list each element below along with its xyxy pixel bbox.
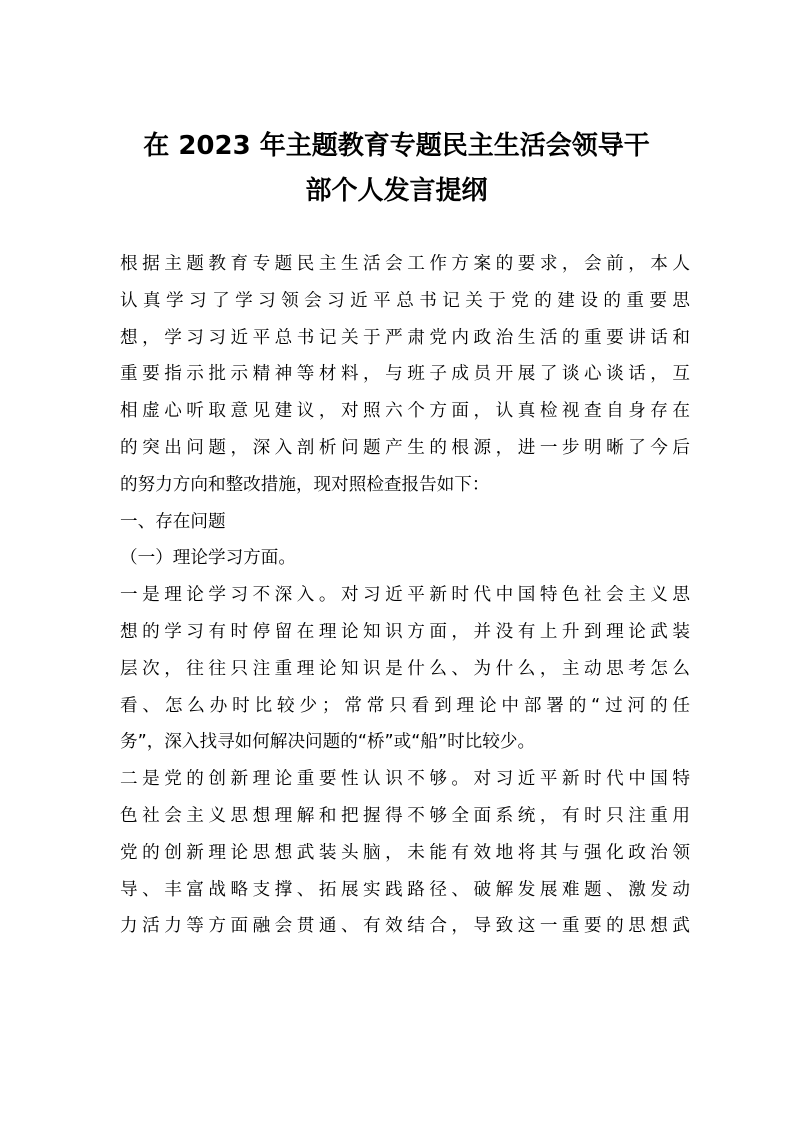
body-line: 党的创新理论思想武装头脑，未能有效地将其与强化政治领 bbox=[120, 842, 690, 863]
body-line: 想的学习有时停留在理论知识方面，并没有上升到理论武装 bbox=[120, 621, 690, 642]
body-line: 根据主题教育专题民主生活会工作方案的要求，会前，本人 bbox=[120, 254, 690, 274]
body-line: 想，学习习近平总书记关于严肃党内政治生活的重要讲话和 bbox=[120, 327, 690, 348]
body-line: 色社会主义思想理解和把握得不够全面系统，有时只注重用 bbox=[120, 805, 690, 826]
subsection-heading: （一）理论学习方面。 bbox=[120, 548, 296, 569]
body-line: 力活力等方面融会贯通、有效结合，导致这一重要的思想武 bbox=[120, 916, 690, 937]
document-title-line-1: 在 2023 年主题教育专题民主生活会领导干 bbox=[143, 131, 650, 161]
body-line: 导、丰富战略支撑、拓展实践路径、破解发展难题、激发动 bbox=[120, 879, 690, 900]
body-line: 相虚心听取意见建议，对照六个方面，认真检视查自身存在 bbox=[120, 401, 690, 422]
section-heading: 一、存在问题 bbox=[120, 511, 226, 532]
body-line: 重要指示批示精神等材料，与班子成员开展了谈心谈话，互 bbox=[120, 364, 690, 385]
body-line: 认真学习了学习领会习近平总书记关于党的建设的重要思 bbox=[120, 290, 690, 311]
body-line: 的突出问题，深入剖析问题产生的根源，进一步明晰了今后 bbox=[120, 437, 690, 458]
body-line: 二是党的创新理论重要性认识不够。对习近平新时代中国特 bbox=[120, 769, 690, 790]
body-line: 看、怎么办时比较少；常常只看到理论中部署的“过河的任 bbox=[120, 695, 690, 716]
body-line: 一是理论学习不深入。对习近平新时代中国特色社会主义思 bbox=[120, 585, 690, 606]
body-line: 层次，往往只注重理论知识是什么、为什么，主动思考怎么 bbox=[120, 658, 690, 679]
document-title-line-2: 部个人发言提纲 bbox=[305, 176, 488, 206]
body-line: 务”，深入找寻如何解决问题的“桥”或“船”时比较少。 bbox=[120, 732, 536, 753]
document-body bbox=[120, 246, 690, 945]
body-line: 的努力方向和整改措施，现对照检查报告如下： bbox=[120, 474, 490, 495]
